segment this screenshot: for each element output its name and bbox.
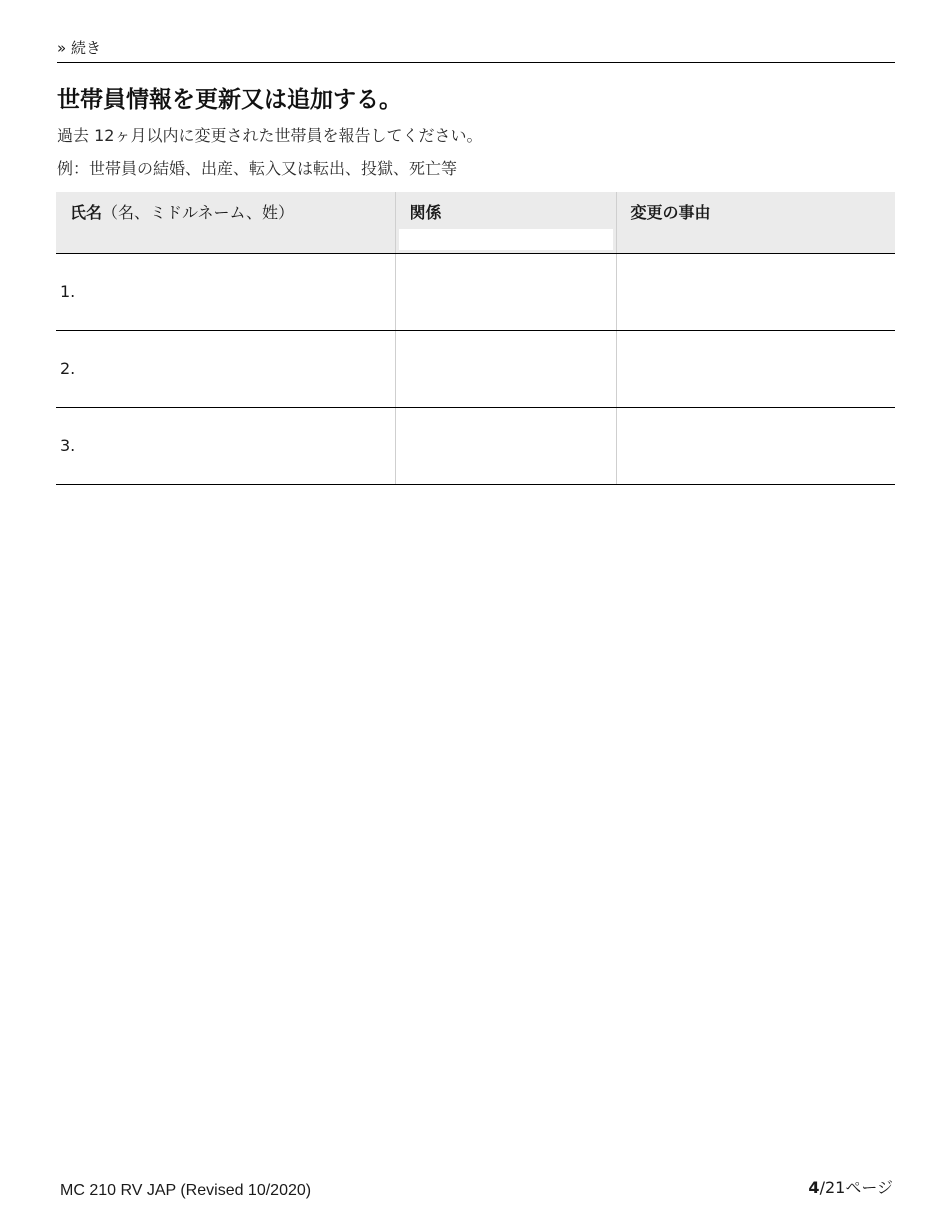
header-relationship — [395, 192, 616, 253]
header-relationship-label: 関係 — [409, 203, 442, 222]
page-current: 4 — [808, 1178, 820, 1197]
section-instruction: 過去 12ヶ月以内に変更された世帯員を報告してください。 — [57, 126, 483, 145]
row-number: 3. — [60, 436, 76, 455]
header-name-detail: （名、ミドルネーム、姓） — [102, 203, 295, 222]
reason-field[interactable] — [616, 407, 895, 484]
section-example: 例：世帯員の結婚、出産、転入又は転出、投獄、死亡等 — [57, 159, 458, 178]
relationship-field[interactable] — [395, 253, 616, 330]
section-title: 世帯員情報を更新又は追加する。 — [57, 87, 402, 113]
relationship-header-field[interactable] — [399, 229, 613, 250]
row-number: 2. — [60, 359, 76, 378]
table-header-row — [56, 192, 895, 253]
header-name — [56, 192, 395, 253]
name-field[interactable] — [56, 407, 395, 484]
page-indicator — [808, 1177, 893, 1199]
header-reason-label: 変更の事由 — [630, 203, 711, 222]
relationship-field[interactable] — [395, 407, 616, 484]
household-members-table — [56, 192, 895, 485]
table-row — [56, 407, 895, 484]
reason-field[interactable] — [616, 330, 895, 407]
page-total: /21ページ — [819, 1178, 893, 1197]
row-number: 1. — [60, 282, 76, 301]
table-row — [56, 330, 895, 407]
name-field[interactable] — [56, 253, 395, 330]
reason-field[interactable] — [616, 253, 895, 330]
continued-marker: » 続き — [57, 38, 895, 63]
header-name-label: 氏名 — [70, 203, 103, 222]
relationship-field[interactable] — [395, 330, 616, 407]
name-field[interactable] — [56, 330, 395, 407]
table-row — [56, 253, 895, 330]
header-reason — [616, 192, 895, 253]
form-identifier: MC 210 RV JAP (Revised 10/2020) — [60, 1182, 312, 1199]
